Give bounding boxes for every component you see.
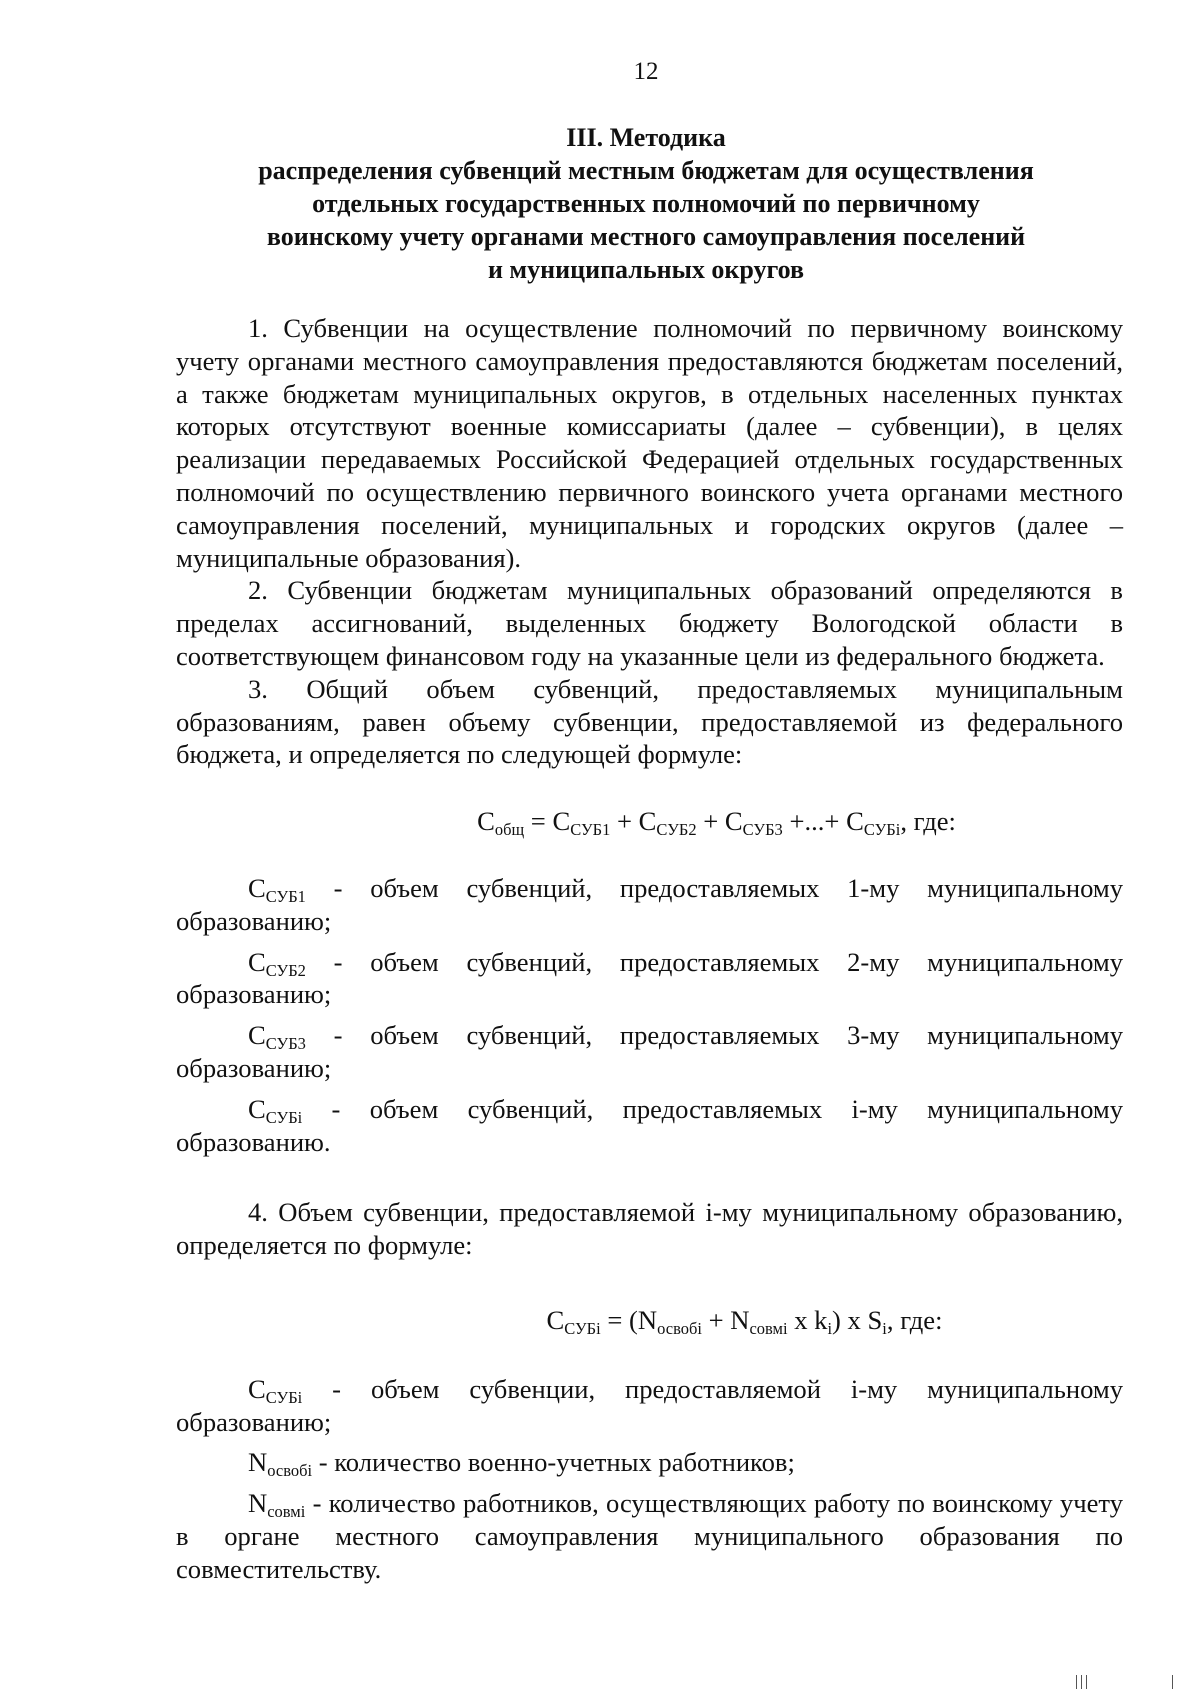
scan-artifact — [1081, 1675, 1082, 1689]
formula-definition: $С_{СУБi}$ - объем субвенций, предоставляемых i-му муниципальному образованию. — [176, 1093, 1123, 1157]
paragraph-2: 2. Субвенции бюджетам муниципальных образований определяются в пределах ассигнований, выделенных бюджету Вологодской области в соответствующем финансовом году на указанные цели из федерального бюджета. — [176, 575, 1123, 671]
formula-definition: $N_{освобi}$ - количество военно-учетных работников; — [248, 1447, 795, 1481]
total-subvention-formula: $С_{общ} = С_{СУБ1} + С_{СУБ2} + С_{СУБ3}$ +...+ $С_{СУБi}$, где: — [477, 806, 956, 840]
paragraph-4: 4. Объем субвенции, предоставляемой i-му муниципальному образованию, определяется по формуле: — [176, 1197, 1123, 1261]
municipal-subvention-formula: $С_{СУБi} = (N_{освобi} + N_{совмi}$ x $k_i$) x $S_i$, где: — [546, 1304, 943, 1338]
heading-line: воинскому учету органами местного самоуправления поселений — [266, 222, 1026, 251]
document-body — [176, 312, 1123, 1594]
page-number: 12 — [633, 58, 659, 85]
scan-artifact — [1076, 1675, 1077, 1689]
paragraph-1: 1. Субвенции на осуществление полномочий по первичному воинскому учету органами местного самоуправления предоставляются бюджетам поселений, а также бюджетам муниципальных округов, в отдельных населенных пунктах которых отсутствуют военные комиссариаты (далее – субвенции), в целях реализации передаваемых Российской Федерацией отдельных государственных полномочий по осуществлению первичного воинского учета органами местного самоуправления поселений, муниципальных и городских округов (далее – муниципальные образования). — [176, 313, 1123, 573]
scan-artifact — [1086, 1675, 1087, 1689]
heading-line: распределения субвенций местным бюджетам для осуществления — [258, 156, 1034, 185]
formula-definition: $С_{СУБi}$ - объем субвенции, предоставляемой i-му муниципальному образованию; — [176, 1373, 1123, 1437]
formula-definition: $N_{совмi}$ - количество работников, осуществляющих работу по воинскому учету в органе местного самоуправления муниципального образования по совместительству. — [176, 1488, 1123, 1584]
formula-definition: $С_{СУБ2}$ - объем субвенций, предоставляемых 2-му муниципальному образованию; — [176, 946, 1123, 1010]
spacer — [176, 1166, 1123, 1196]
heading-line: и муниципальных округов — [487, 255, 805, 284]
formula-definition: $С_{СУБ3}$ - объем субвенций, предоставляемых 3-му муниципальному образованию; — [176, 1020, 1123, 1083]
paragraph-3: 3. Общий объем субвенций, предоставляемых муниципальным образованиям, равен объему субвенции, предоставляемой из федерального бюджета, и определяется по следующей формуле: — [176, 673, 1123, 770]
section-heading — [176, 121, 1116, 286]
formula-definition: $С_{СУБ1}$ - объем субвенций, предоставляемых 1-му муниципальному образованию; — [176, 872, 1123, 936]
scan-artifact — [1172, 1675, 1173, 1689]
heading-line: III. Методика — [566, 123, 726, 152]
heading-line: отдельных государственных полномочий по первичному — [312, 189, 980, 218]
